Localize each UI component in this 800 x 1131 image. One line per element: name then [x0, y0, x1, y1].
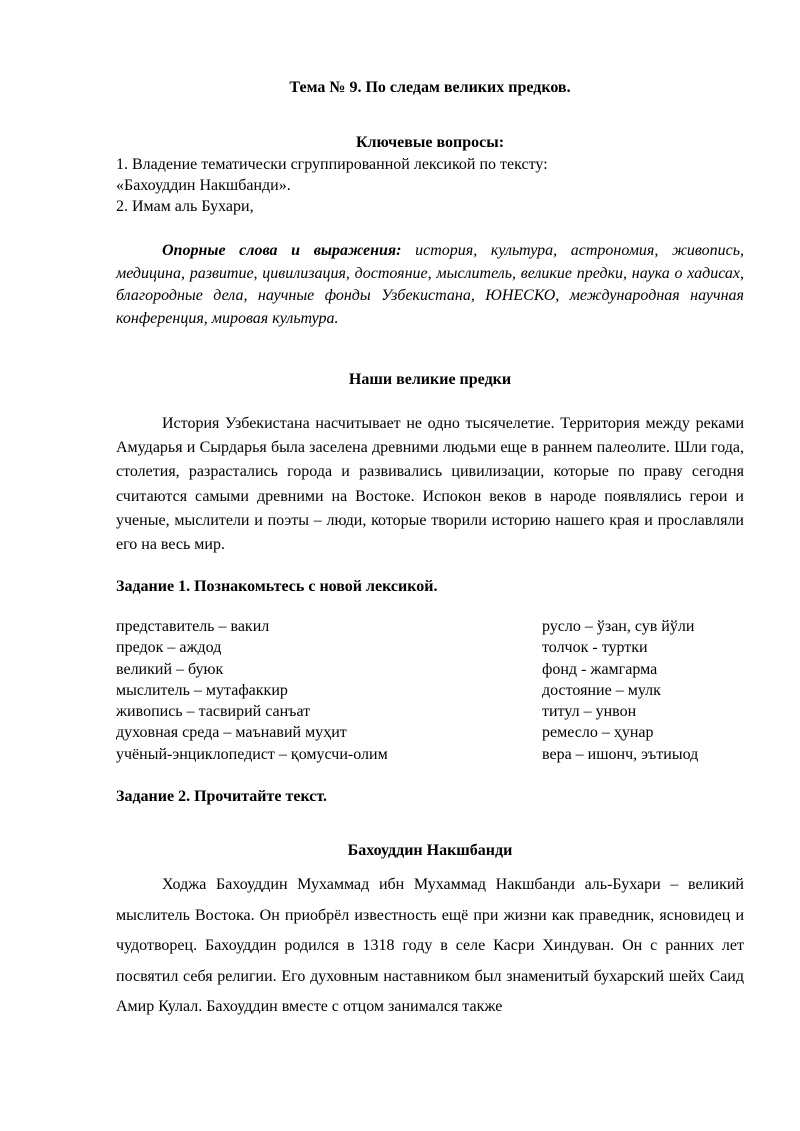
- vocabulary-row: [116, 637, 744, 658]
- vocabulary-term: представитель – вакил: [116, 618, 270, 635]
- vocabulary-list: [116, 616, 744, 765]
- vocabulary-term: ремесло – ҳунар: [542, 724, 654, 742]
- key-questions-list: [116, 154, 744, 217]
- vocabulary-term: предок – аждод: [116, 639, 222, 657]
- vocabulary-row: [116, 680, 744, 701]
- page-title: Тема № 9. По следам великих предков.: [289, 79, 571, 96]
- keywords-label: Опорные слова и выражения:: [162, 242, 402, 259]
- vocabulary-term: духовная среда – маънавий муҳит: [116, 724, 347, 742]
- vocabulary-term: вера – ишонч, эътиыод: [542, 745, 699, 763]
- paragraph-history: История Узбекистана насчитывает не одно тысячелетие. Территория между реками Амударья и Сырдарья была заселена древними людьми еще в раннем палеолите. Шли года, столетия, разрастались города и развивались цивилизации, которые по праву сегодня считаются самыми древними на Востоке. Испокон веков в народе появлялись герои и ученые, мыслители и поэты – люди, которые творили историю нашего края и прославляли его на весь мир.: [116, 415, 744, 554]
- vocabulary-term: титул – унвон: [542, 703, 637, 721]
- task-1-heading: Задание 1. Познакомьтесь с новой лексикой.: [116, 578, 438, 595]
- vocabulary-term: фонд - жамгарма: [542, 660, 658, 678]
- section-heading-bahouddin: Бахоуддин Накшбанди: [347, 842, 513, 859]
- vocabulary-term: великий – буюк: [116, 660, 224, 678]
- vocabulary-term: достояние – мулк: [542, 681, 661, 699]
- vocabulary-term: мыслитель – мутафаккир: [116, 681, 288, 699]
- vocabulary-term: учёный-энциклопедист – қомусчи-олим: [116, 745, 388, 763]
- keywords-text: история, культура, астрономия, живопись, медицина, развитие, цивилизация, достояние, мыслитель, великие предки, наука о хадисах, благородные дела, научные фонды Узбекистана, ЮНЕСКО, международная научная конференция, мировая культура.: [116, 242, 745, 327]
- key-question-item: 1. Владение тематически сгруппированной лексикой по тексту:: [116, 156, 548, 173]
- vocabulary-term: живопись – тасвирий санъат: [116, 703, 311, 721]
- task-2-heading: Задание 2. Прочитайте текст.: [116, 788, 328, 805]
- vocabulary-term: русло – ўзан, сув йўли: [542, 618, 695, 635]
- vocabulary-row: [116, 722, 744, 743]
- vocabulary-row: [116, 659, 744, 680]
- key-questions-heading: Ключевые вопросы:: [355, 134, 505, 151]
- vocabulary-row: [116, 616, 744, 637]
- key-question-item: «Бахоуддин Накшбанди».: [116, 177, 291, 194]
- keywords-paragraph: [116, 240, 744, 330]
- key-question-item: 2. Имам аль Бухари,: [116, 198, 254, 215]
- vocabulary-term: толчок - туртки: [542, 639, 648, 657]
- vocabulary-row: [116, 744, 744, 765]
- paragraph-bahouddin: Ходжа Бахоуддин Мухаммад ибн Мухаммад Накшбанди аль-Бухари – великий мыслитель Востока. Он приобрёл известность ещё при жизни как праведник, ясновидец и чудотворец. Бахоуддин родился в 1318 году в селе Касри Хиндуван. Он с ранних лет посвятил себя религии. Его духовным наставником был знаменитый бухарский шейх Саид Амир Кулал. Бахоуддин вместе с отцом занимался также: [116, 876, 744, 1016]
- vocabulary-row: [116, 701, 744, 722]
- section-heading-ancestors: Наши великие предки: [348, 371, 512, 388]
